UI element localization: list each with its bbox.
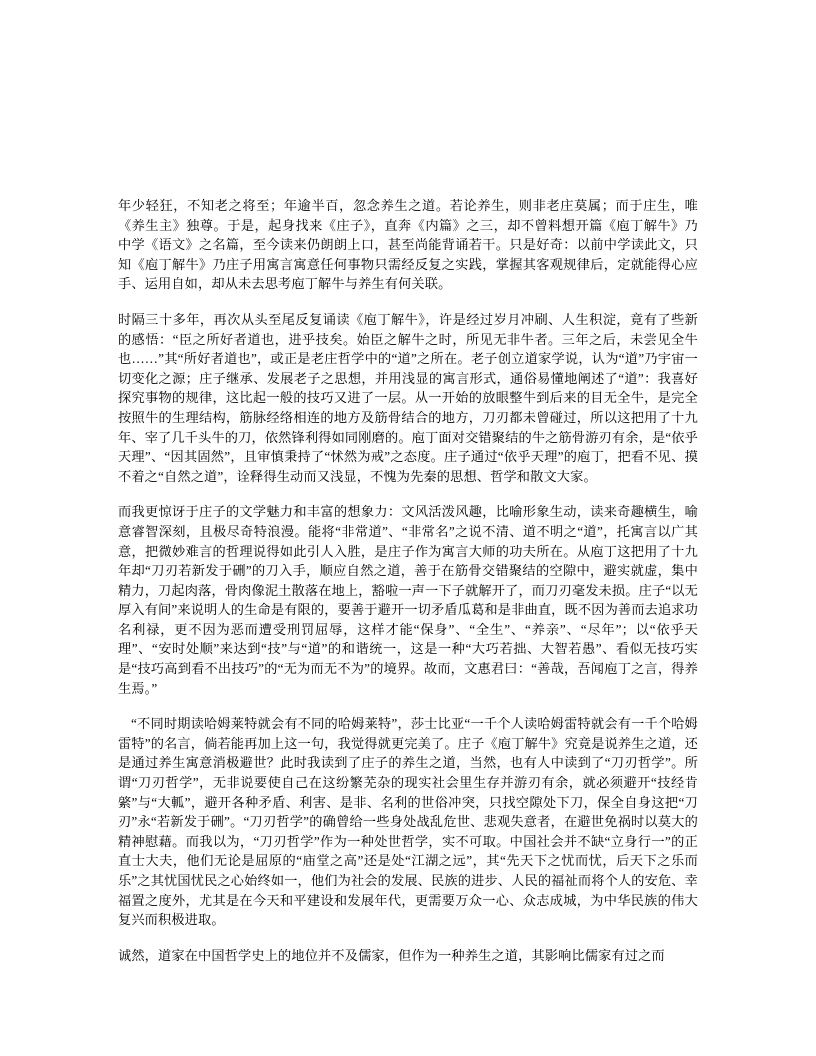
paragraph-4: “不同时期读哈姆莱特就会有不同的哈姆莱特”，莎士比亚“一千个人读哈姆雷特就会有一千个哈姆雷特”的名言，倘若能再加上这一句，我觉得就更完美了。庄子《庖丁解牛》究竟是说养生之道，还是通过养生寓意消极避世？此时我读到了庄子的养生之道，当然，也有人中读到了“刀刃哲学”。所谓“刀刃哲学”，无非说要使自己在这纷繁芜杂的现实社会里生存并游刃有余，就必须避开“技经肯綮”与“大軱”，避开各种矛盾、利害、是非、名利的世俗冲突，只找空隙处下刀，保全自身这把“刀刃”永“若新发于硎”。“刀刃哲学”的确曾给一些身处战乱危世、悲观失意者，在避世免祸时以莫大的精神慰藉。而我以为，“刀刃哲学”作为一种处世哲学，实不可取。中国社会并不缺“立身行一”的正直士大夫，他们无论是屈原的“庙堂之高”还是处“江湖之远”，其“先天下之忧而忧，后天下之乐而乐”之其忧国忧民之心始终如一，他们为社会的发展、民族的进步、人民的福祉而将个人的安危、幸福置之度外，尤其是在今天和平建设和发展年代，更需要万众一心、众志成城，为中华民族的伟大复兴而积极进取。 <box>118 716 698 928</box>
document-body <box>118 196 698 965</box>
paragraph-5: 诚然，道家在中国哲学史上的地位并不及儒家，但作为一种养生之道，其影响比儒家有过之而 <box>118 947 665 963</box>
paragraph-1: 年少轻狂，不知老之将至；年逾半百，忽念养生之道。若论养生，则非老庄莫属；而于庄生，唯《养生主》独尊。于是，起身找来《庄子》，直奔《内篇》之三，却不曾料想开篇《庖丁解牛》乃中学《语文》之名篇，至今读来仍朗朗上口，甚至尚能背诵若干。只是好奇：以前中学读此文，只知《庖丁解牛》乃庄子用寓言寓意任何事物只需经反复之实践，掌握其客观规律后，定就能得心应手、运用自如，却从未去思考庖丁解牛与养生有何关联。 <box>118 198 698 292</box>
paragraph-3: 而我更惊讶于庄子的文学魅力和丰富的想象力：文风活泼风趣，比喻形象生动，读来奇趣横生，喻意睿智深刻，且极尽奇特浪漫。能将“非常道”、“非常名”之说不清、道不明之“道”，托寓言以广其意，把微妙难言的哲理说得如此引人入胜，是庄子作为寓言大师的功夫所在。从庖丁这把用了十九年却“刀刃若新发于硎”的刀入手，顺应自然之道，善于在筋骨交错聚结的空隙中，避实就虚，集中精力，刀起肉落，骨肉像泥土散落在地上，豁啦一声一下子就解开了，而刀刃毫发未损。庄子“以无厚入有间”来说明人的生命是有限的，要善于避开一切矛盾瓜葛和是非曲直，既不因为善而去追求功名利禄，更不因为恶而遭受刑罚屈辱，这样才能“保身”、“全生”、“养亲”、“尽年”；以“依乎天理”、“安时处顺”来达到“技”与“道”的和谐统一，这是一种“大巧若拙、大智若愚”、看似无技巧实是“技巧高到看不出技巧”的“无为而无不为”的境界。故而，文惠君曰：“善哉，吾闻庖丁之言，得养生焉。” <box>118 504 698 696</box>
paragraph-2: 时隔三十多年，再次从头至尾反复诵读《庖丁解牛》，许是经过岁月冲刷、人生积淀，竟有了些新的感悟：“臣之所好者道也，进乎技矣。始臣之解牛之时，所见无非牛者。三年之后，未尝见全牛也……”其“所好者道也”，或正是老庄哲学中的“道”之所在。老子创立道家学说，认为“道”乃宇宙一切变化之源；庄子继承、发展老子之思想，并用浅显的寓言形式，通俗易懂地阐述了“道”：我喜好探究事物的规律，这比起一般的技巧又进了一层。从一开始的放眼整牛到后来的目无全牛，是完全按照牛的生理结构，筋脉经络相连的地方及筋骨结合的地方，刀刃都未曾碰过，所以这把用了十九年、宰了几千头牛的刀，依然锋利得如同刚磨的。庖丁面对交错聚结的牛之筋骨游刃有余，是“依乎天理”、“因其固然”，且审慎秉持了“怵然为戒”之态度。庄子通过“依乎天理”的庖丁，把看不见、摸不着之“自然之道”，诠释得生动而又浅显，不愧为先秦的思想、哲学和散文大家。 <box>118 311 698 484</box>
